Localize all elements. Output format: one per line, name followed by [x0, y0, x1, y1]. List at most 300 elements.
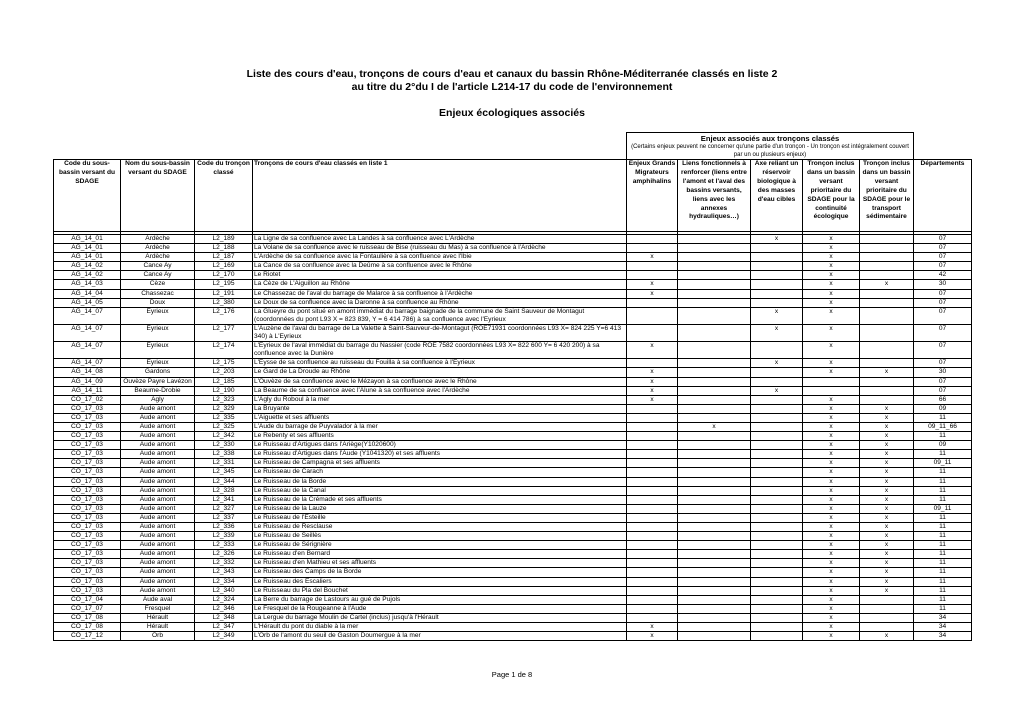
cell-departements: 66	[914, 395, 972, 404]
cell-transport-sedimentaire	[860, 359, 914, 368]
cell-code-troncon: L2_345	[195, 468, 253, 477]
cell-code-sous-bassin: AG_14_08	[54, 368, 121, 377]
cell-grands-migrateurs: x	[627, 377, 678, 386]
cell-continuite: x	[803, 523, 860, 532]
cell-grands-migrateurs	[627, 262, 678, 271]
cell-troncon: Le Ruisseau d'en Bernard	[253, 550, 627, 559]
col-header-axe-reservoir: Axe reliant un réservoir biologique à des masses d'eau cibles	[751, 160, 803, 232]
table-row	[54, 307, 972, 324]
cell-transport-sedimentaire: x	[860, 495, 914, 504]
col-header-grands-migrateurs: Enjeux Grands Migrateurs amphihalins	[627, 160, 678, 232]
cell-grands-migrateurs	[627, 244, 678, 253]
cell-code-sous-bassin: CO_17_03	[54, 495, 121, 504]
cell-axe-reservoir	[751, 450, 803, 459]
cell-continuite: x	[803, 550, 860, 559]
cell-grands-migrateurs	[627, 298, 678, 307]
cell-code-troncon: L2_170	[195, 271, 253, 280]
cell-transport-sedimentaire: x	[860, 413, 914, 422]
cell-code-sous-bassin: CO_17_03	[54, 559, 121, 568]
cell-code-sous-bassin: CO_17_03	[54, 477, 121, 486]
cell-nom-sous-bassin: Orb	[121, 632, 195, 641]
cell-code-troncon: L2_340	[195, 586, 253, 595]
cell-nom-sous-bassin: Agly	[121, 395, 195, 404]
cell-nom-sous-bassin: Aude amont	[121, 468, 195, 477]
cell-code-troncon: L2_346	[195, 604, 253, 613]
cell-grands-migrateurs	[627, 359, 678, 368]
cell-continuite: x	[803, 404, 860, 413]
cell-nom-sous-bassin: Aude amont	[121, 495, 195, 504]
table-row	[54, 324, 972, 341]
cell-axe-reservoir	[751, 262, 803, 271]
cell-grands-migrateurs	[627, 324, 678, 341]
table-row	[54, 468, 972, 477]
cell-continuite: x	[803, 541, 860, 550]
cell-departements: 09_11	[914, 459, 972, 468]
cell-liens-fonctionnels	[678, 289, 751, 298]
cell-transport-sedimentaire	[860, 244, 914, 253]
cell-code-sous-bassin: CO_17_03	[54, 441, 121, 450]
cell-liens-fonctionnels	[678, 253, 751, 262]
cell-axe-reservoir	[751, 632, 803, 641]
cell-nom-sous-bassin: Aude amont	[121, 541, 195, 550]
cell-transport-sedimentaire: x	[860, 568, 914, 577]
column-header-row	[54, 160, 972, 232]
cell-nom-sous-bassin: Ouvèze Payre Lavézon	[121, 377, 195, 386]
cell-code-troncon: L2_332	[195, 559, 253, 568]
table-row	[54, 298, 972, 307]
cell-transport-sedimentaire	[860, 271, 914, 280]
cell-troncon: Le Ruisseau d'Artigues dans l'Ariège(Y1020600)	[253, 441, 627, 450]
cell-troncon: L'Aude du barrage de Puyvalador à la mer	[253, 422, 627, 431]
cell-code-sous-bassin: AG_14_03	[54, 280, 121, 289]
cell-continuite: x	[803, 450, 860, 459]
cell-departements: 11	[914, 568, 972, 577]
document-subtitle: Enjeux écologiques associés	[439, 107, 585, 119]
cell-nom-sous-bassin: Aude amont	[121, 486, 195, 495]
cell-grands-migrateurs	[627, 404, 678, 413]
cell-liens-fonctionnels	[678, 450, 751, 459]
cell-continuite: x	[803, 432, 860, 441]
cell-code-troncon: L2_327	[195, 504, 253, 513]
cell-code-sous-bassin: CO_17_03	[54, 523, 121, 532]
cell-code-sous-bassin: CO_17_03	[54, 459, 121, 468]
cell-continuite: x	[803, 568, 860, 577]
cell-code-sous-bassin: CO_17_03	[54, 550, 121, 559]
cell-transport-sedimentaire: x	[860, 459, 914, 468]
cell-liens-fonctionnels	[678, 468, 751, 477]
cell-liens-fonctionnels	[678, 298, 751, 307]
cell-transport-sedimentaire: x	[860, 504, 914, 513]
cell-axe-reservoir	[751, 395, 803, 404]
cell-continuite	[803, 377, 860, 386]
cell-nom-sous-bassin: Aude amont	[121, 550, 195, 559]
cell-code-troncon: L2_189	[195, 235, 253, 244]
cell-troncon: Le Gard de La Droude au Rhône	[253, 368, 627, 377]
cell-departements: 30	[914, 280, 972, 289]
cell-departements: 11	[914, 595, 972, 604]
enjeux-title: Enjeux associés aux tronçons classés	[700, 134, 840, 143]
cell-continuite: x	[803, 595, 860, 604]
cell-transport-sedimentaire	[860, 342, 914, 359]
cell-code-sous-bassin: AG_14_01	[54, 244, 121, 253]
cell-code-troncon: L2_188	[195, 244, 253, 253]
table-row	[54, 395, 972, 404]
cell-axe-reservoir	[751, 289, 803, 298]
cell-liens-fonctionnels	[678, 495, 751, 504]
cell-axe-reservoir	[751, 577, 803, 586]
cell-code-sous-bassin: CO_17_04	[54, 595, 121, 604]
cell-troncon: La Volane de sa confluence avec le ruisseau de Bise (ruisseau du Mas) à sa confluence à l'Ardèche	[253, 244, 627, 253]
cell-code-sous-bassin: AG_14_09	[54, 377, 121, 386]
cell-departements: 30	[914, 368, 972, 377]
cell-continuite: x	[803, 486, 860, 495]
cell-axe-reservoir	[751, 280, 803, 289]
table-row	[54, 422, 972, 431]
cell-continuite: x	[803, 253, 860, 262]
cell-troncon: L'Eysse de sa confluence au ruisseau du Fouilla à sa confluence à l'Eyrieux	[253, 359, 627, 368]
cell-nom-sous-bassin: Eyrieux	[121, 359, 195, 368]
cell-troncon: Le Ruisseau de la Canal	[253, 486, 627, 495]
cell-code-sous-bassin: CO_17_03	[54, 586, 121, 595]
table-row	[54, 613, 972, 622]
table-row	[54, 342, 972, 359]
cell-transport-sedimentaire	[860, 604, 914, 613]
col-header-liens-fonctionnels: Liens fonctionnels à renforcer (liens entre l'amont et l'aval des bassins versants, liens avec les annexes hydrauliques…)	[678, 160, 751, 232]
cell-continuite: x	[803, 504, 860, 513]
cell-continuite: x	[803, 271, 860, 280]
cell-nom-sous-bassin: Hérault	[121, 623, 195, 632]
table-row	[54, 280, 972, 289]
cell-troncon: L'Orb de l'amont du seuil de Gaston Doumergue à la mer	[253, 632, 627, 641]
cell-code-sous-bassin: CO_17_03	[54, 568, 121, 577]
cell-axe-reservoir	[751, 550, 803, 559]
cell-liens-fonctionnels	[678, 623, 751, 632]
cell-troncon: La Glueyre du pont situé en amont immédiat du barrage baignade de la commune de Saint Sauveur de Montagut (coordonnées du pont L93 X = 823 839, Y = 6 414 786) à sa confluence avec l'Eyrieux	[253, 307, 627, 324]
cell-axe-reservoir	[751, 422, 803, 431]
cell-departements: 07	[914, 244, 972, 253]
cell-continuite: x	[803, 559, 860, 568]
cell-nom-sous-bassin: Aude amont	[121, 523, 195, 532]
cell-axe-reservoir	[751, 477, 803, 486]
cell-axe-reservoir	[751, 568, 803, 577]
cell-departements: 07	[914, 289, 972, 298]
cell-axe-reservoir	[751, 523, 803, 532]
cell-code-sous-bassin: AG_14_02	[54, 271, 121, 280]
cell-troncon: La Cance de sa confluence avec la Deûme à sa confluence avec le Rhône	[253, 262, 627, 271]
cell-continuite: x	[803, 477, 860, 486]
cell-nom-sous-bassin: Cance Ay	[121, 262, 195, 271]
cell-nom-sous-bassin: Aude amont	[121, 513, 195, 522]
cell-departements: 11	[914, 432, 972, 441]
cell-nom-sous-bassin: Ardèche	[121, 253, 195, 262]
cell-troncon: Le Ruisseau de Seillès	[253, 532, 627, 541]
cell-nom-sous-bassin: Hérault	[121, 613, 195, 622]
cell-nom-sous-bassin: Aude aval	[121, 595, 195, 604]
cell-code-troncon: L2_325	[195, 422, 253, 431]
cell-transport-sedimentaire	[860, 395, 914, 404]
cell-liens-fonctionnels	[678, 307, 751, 324]
cell-departements: 11	[914, 495, 972, 504]
table-row	[54, 235, 972, 244]
cell-troncon: Le Ruisseau des Escaliers	[253, 577, 627, 586]
table-row	[54, 595, 972, 604]
cell-grands-migrateurs	[627, 513, 678, 522]
cell-grands-migrateurs	[627, 604, 678, 613]
cell-transport-sedimentaire	[860, 613, 914, 622]
cell-code-sous-bassin: AG_14_01	[54, 235, 121, 244]
cell-grands-migrateurs: x	[627, 386, 678, 395]
cell-code-sous-bassin: AG_14_04	[54, 289, 121, 298]
cell-code-sous-bassin: AG_14_07	[54, 307, 121, 324]
cell-nom-sous-bassin: Beaume-Drobie	[121, 386, 195, 395]
cell-nom-sous-bassin: Aude amont	[121, 432, 195, 441]
cell-continuite: x	[803, 532, 860, 541]
cell-departements: 11	[914, 577, 972, 586]
cell-liens-fonctionnels	[678, 577, 751, 586]
cell-liens-fonctionnels	[678, 377, 751, 386]
cell-transport-sedimentaire: x	[860, 432, 914, 441]
cell-code-troncon: L2_185	[195, 377, 253, 386]
cell-transport-sedimentaire	[860, 307, 914, 324]
cell-code-troncon: L2_326	[195, 550, 253, 559]
cell-transport-sedimentaire: x	[860, 586, 914, 595]
cell-axe-reservoir	[751, 244, 803, 253]
cell-departements: 11	[914, 541, 972, 550]
cell-grands-migrateurs	[627, 459, 678, 468]
cell-troncon: Le Ruisseau des Camps de la Borde	[253, 568, 627, 577]
cell-code-sous-bassin: CO_17_02	[54, 395, 121, 404]
cell-departements: 07	[914, 298, 972, 307]
cell-nom-sous-bassin: Aude amont	[121, 504, 195, 513]
cell-transport-sedimentaire: x	[860, 632, 914, 641]
cell-departements: 34	[914, 632, 972, 641]
cell-troncon: Le Ruisseau de l'Esteille	[253, 513, 627, 522]
cell-code-troncon: L2_191	[195, 289, 253, 298]
cell-liens-fonctionnels	[678, 595, 751, 604]
cell-troncon: Le Ruisseau du Pla del Bouchet	[253, 586, 627, 595]
cell-code-troncon: L2_329	[195, 404, 253, 413]
cell-liens-fonctionnels	[678, 459, 751, 468]
cell-axe-reservoir	[751, 486, 803, 495]
cell-grands-migrateurs	[627, 586, 678, 595]
cell-liens-fonctionnels	[678, 613, 751, 622]
classification-table	[53, 132, 972, 641]
cell-departements: 07	[914, 386, 972, 395]
cell-grands-migrateurs: x	[627, 289, 678, 298]
cell-departements: 09	[914, 404, 972, 413]
cell-troncon: Le Ruisseau d'en Mathieu et ses affluents	[253, 559, 627, 568]
cell-departements: 07	[914, 253, 972, 262]
cell-grands-migrateurs	[627, 550, 678, 559]
cell-continuite: x	[803, 324, 860, 341]
cell-nom-sous-bassin: Aude amont	[121, 450, 195, 459]
cell-troncon: La Ligne de sa confluence avec La Landes à sa confluence avec L'Ardèche	[253, 235, 627, 244]
cell-continuite: x	[803, 513, 860, 522]
cell-axe-reservoir	[751, 377, 803, 386]
cell-continuite: x	[803, 604, 860, 613]
cell-code-troncon: L2_330	[195, 441, 253, 450]
title-line-2: au titre du 2°du I de l'article L214-17 du code de l'environnement	[351, 81, 673, 93]
table-row	[54, 495, 972, 504]
cell-departements: 07	[914, 235, 972, 244]
cell-departements: 11	[914, 523, 972, 532]
cell-transport-sedimentaire: x	[860, 559, 914, 568]
cell-liens-fonctionnels: x	[678, 422, 751, 431]
cell-continuite: x	[803, 441, 860, 450]
cell-axe-reservoir	[751, 586, 803, 595]
enjeux-group-header	[627, 133, 914, 160]
cell-continuite: x	[803, 359, 860, 368]
cell-continuite: x	[803, 395, 860, 404]
cell-transport-sedimentaire: x	[860, 441, 914, 450]
cell-continuite: x	[803, 495, 860, 504]
cell-transport-sedimentaire: x	[860, 513, 914, 522]
cell-departements: 11	[914, 468, 972, 477]
col-header-code-sous-bassin: Code du sous-bassin versant du SDAGE	[54, 160, 121, 232]
cell-grands-migrateurs	[627, 307, 678, 324]
cell-liens-fonctionnels	[678, 586, 751, 595]
cell-code-sous-bassin: CO_17_03	[54, 577, 121, 586]
cell-code-troncon: L2_336	[195, 523, 253, 532]
cell-liens-fonctionnels	[678, 280, 751, 289]
cell-axe-reservoir	[751, 404, 803, 413]
cell-code-troncon: L2_195	[195, 280, 253, 289]
cell-grands-migrateurs	[627, 422, 678, 431]
cell-continuite: x	[803, 632, 860, 641]
enjeux-note: (Certains enjeux peuvent ne concerner qu'une partie d'un tronçon - Un tronçon est intégralement couvert par un ou plusieurs enjeux)	[631, 144, 909, 158]
cell-departements: 11	[914, 486, 972, 495]
cell-troncon: La Bruyante	[253, 404, 627, 413]
cell-code-sous-bassin: CO_17_12	[54, 632, 121, 641]
cell-troncon: La Lergue du barrage Moulin de Cartel (inclus) jusqu'à l'Hérault	[253, 613, 627, 622]
cell-liens-fonctionnels	[678, 244, 751, 253]
cell-grands-migrateurs	[627, 568, 678, 577]
cell-continuite: x	[803, 235, 860, 244]
cell-code-troncon: L2_348	[195, 613, 253, 622]
cell-departements: 11	[914, 413, 972, 422]
col-header-departements: Départements	[914, 160, 972, 232]
cell-liens-fonctionnels	[678, 359, 751, 368]
cell-departements: 07	[914, 377, 972, 386]
cell-code-troncon: L2_341	[195, 495, 253, 504]
cell-code-troncon: L2_174	[195, 342, 253, 359]
cell-transport-sedimentaire	[860, 623, 914, 632]
cell-grands-migrateurs: x	[627, 623, 678, 632]
cell-axe-reservoir	[751, 253, 803, 262]
cell-grands-migrateurs	[627, 541, 678, 550]
cell-axe-reservoir: x	[751, 359, 803, 368]
cell-axe-reservoir	[751, 468, 803, 477]
cell-continuite: x	[803, 577, 860, 586]
cell-code-troncon: L2_338	[195, 450, 253, 459]
col-header-troncons: Tronçons de cours d'eau classés en liste 1	[253, 160, 627, 232]
cell-nom-sous-bassin: Cance Ay	[121, 271, 195, 280]
cell-code-troncon: L2_335	[195, 413, 253, 422]
cell-liens-fonctionnels	[678, 413, 751, 422]
cell-continuite: x	[803, 289, 860, 298]
table-row	[54, 359, 972, 368]
table-row	[54, 541, 972, 550]
cell-grands-migrateurs	[627, 477, 678, 486]
cell-transport-sedimentaire: x	[860, 280, 914, 289]
cell-grands-migrateurs	[627, 532, 678, 541]
cell-axe-reservoir	[751, 623, 803, 632]
table-row	[54, 477, 972, 486]
cell-grands-migrateurs	[627, 595, 678, 604]
cell-axe-reservoir: x	[751, 235, 803, 244]
cell-axe-reservoir	[751, 532, 803, 541]
cell-departements: 11	[914, 559, 972, 568]
cell-axe-reservoir	[751, 413, 803, 422]
cell-nom-sous-bassin: Aude amont	[121, 559, 195, 568]
cell-continuite: x	[803, 613, 860, 622]
cell-departements: 34	[914, 623, 972, 632]
cell-nom-sous-bassin: Aude amont	[121, 577, 195, 586]
cell-troncon: Le Chassezac de l'aval du barrage de Malarce à sa confluence à l'Ardèche	[253, 289, 627, 298]
cell-departements: 09	[914, 441, 972, 450]
cell-transport-sedimentaire	[860, 253, 914, 262]
cell-continuite: x	[803, 368, 860, 377]
cell-continuite: x	[803, 298, 860, 307]
cell-grands-migrateurs: x	[627, 395, 678, 404]
cell-troncon: Le Ruisseau de Sérignière	[253, 541, 627, 550]
cell-liens-fonctionnels	[678, 235, 751, 244]
enjeux-header-row	[54, 133, 972, 160]
table-row	[54, 504, 972, 513]
cell-grands-migrateurs: x	[627, 632, 678, 641]
table-body	[54, 235, 972, 641]
document-title	[0, 68, 1024, 94]
cell-transport-sedimentaire	[860, 595, 914, 604]
cell-nom-sous-bassin: Aude amont	[121, 404, 195, 413]
cell-transport-sedimentaire	[860, 289, 914, 298]
cell-code-sous-bassin: AG_14_11	[54, 386, 121, 395]
cell-code-troncon: L2_344	[195, 477, 253, 486]
cell-code-troncon: L2_349	[195, 632, 253, 641]
cell-code-troncon: L2_175	[195, 359, 253, 368]
cell-code-sous-bassin: CO_17_03	[54, 504, 121, 513]
cell-code-troncon: L2_190	[195, 386, 253, 395]
cell-continuite: x	[803, 342, 860, 359]
cell-grands-migrateurs: x	[627, 253, 678, 262]
table-row	[54, 432, 972, 441]
cell-grands-migrateurs	[627, 486, 678, 495]
cell-nom-sous-bassin: Aude amont	[121, 568, 195, 577]
cell-troncon: L'Agly du Roboul à la mer	[253, 395, 627, 404]
cell-continuite	[803, 386, 860, 395]
cell-code-troncon: L2_339	[195, 532, 253, 541]
cell-liens-fonctionnels	[678, 404, 751, 413]
cell-code-troncon: L2_177	[195, 324, 253, 341]
cell-troncon: Le Ruisseau de Campagna et ses affluents	[253, 459, 627, 468]
cell-liens-fonctionnels	[678, 532, 751, 541]
table-row	[54, 386, 972, 395]
cell-liens-fonctionnels	[678, 541, 751, 550]
cell-nom-sous-bassin: Aude amont	[121, 422, 195, 431]
table-row	[54, 586, 972, 595]
cell-liens-fonctionnels	[678, 271, 751, 280]
cell-code-troncon: L2_380	[195, 298, 253, 307]
cell-continuite: x	[803, 280, 860, 289]
cell-code-sous-bassin: CO_17_03	[54, 468, 121, 477]
cell-liens-fonctionnels	[678, 342, 751, 359]
table-row	[54, 559, 972, 568]
table-row	[54, 550, 972, 559]
cell-nom-sous-bassin: Aude amont	[121, 586, 195, 595]
table-row	[54, 271, 972, 280]
cell-continuite: x	[803, 586, 860, 595]
cell-code-troncon: L2_347	[195, 623, 253, 632]
